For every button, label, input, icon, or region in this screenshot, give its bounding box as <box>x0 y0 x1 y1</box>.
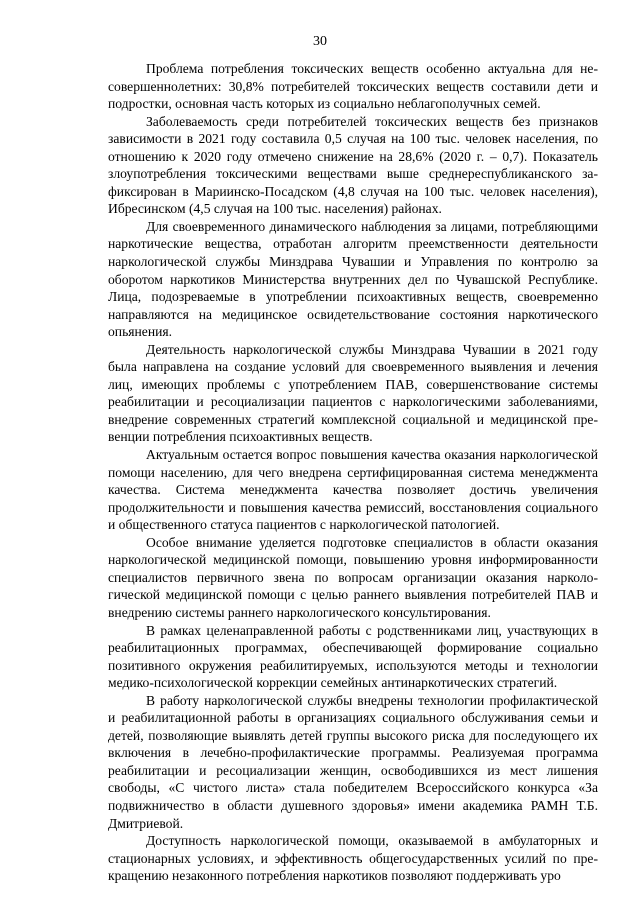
paragraph-work-with-relatives: В рамках целенаправленной работы с родственниками лиц, участвующих в реабилитационных программах, обеспечивающей формирование социально позитивного окружения реабилитируемых, используются методы и технологии медико-психологической коррекции семейных антинаркотических стратегий. <box>108 622 598 691</box>
paragraph-prevention-technologies: В работу наркологической службы внедрены технологии профилактической и реабилитационной работы в организациях социального обслуживания семьи и детей, позволяющие выявлять детей группы высокого риска для последующего их включения в лечебно-профилактические программы. Реализуемая программа реабилитации и ресоциализации женщин, освободившихся из мест лишения свободы, «С чистого листа» стала победителем Всероссийского конкурса «За подвижничество в области душевного здоровья» имени академика РАМН Т.Б. Дмитриевой. <box>108 692 598 831</box>
paragraph-toxic-substances-morbidity: Заболеваемость среди потребителей токсических веществ без признаков зависимости в 2021 году составила 0,5 случая на 100 тыс. человек населения, по отношению к 2020 году отмечено снижение на 28,6% (2020 г. – 0,7). Показатель злоупотребления токсическими веществами выше среднереспубликанского зафиксирован в Мариинско-Посадском (4,8 случая на 100 тыс. человек населения), Ибресинском (4,5 случая на 100 тыс. населения) районах. <box>108 113 598 217</box>
document-body <box>108 60 598 885</box>
page-number: 30 <box>313 34 327 49</box>
paragraph-narcology-service-activity: Деятельность наркологической службы Минздрава Чувашии в 2021 году была направлена на создание условий для своевременного выявления и лечения лиц, имеющих проблемы с употреблением ПАВ, совершенствование системы реабилитации и ресоциализации пациентов с наркологическими заболеваниями, внедрение современных стратегий комплексной социальной и медицинской превенции потребления психоактивных веществ. <box>108 341 598 445</box>
paragraph-toxic-substances-minors: Проблема потребления токсических веществ особенно актуальна для несовершеннолетних: 30,8% потребителей токсических веществ составили дети и подростки, основная часть которых из социально неблагополучных семей. <box>108 61 598 112</box>
paragraph-care-accessibility: Доступность наркологической помощи, оказываемой в амбулаторных и стационарных условиях, и эффективность общегосударственных усилий по прекращению незаконного потребления наркотиков позволяют поддерживать уро <box>108 833 598 884</box>
paragraph-quality-management: Актуальным остается вопрос повышения качества оказания наркологической помощи населению, для чего внедрена сертифицированная система менеджмента качества. Система менеджмента качества позволяет достичь увеличения продолжительности и повышения качества ремиссий, восстановления социального и общественного статуса пациентов с наркологической патологией. <box>108 447 598 533</box>
paragraph-dynamic-monitoring: Для своевременного динамического наблюдения за лицами, потребляющими наркотические вещества, отработан алгоритм преемственности деятельности наркологической службы Минздрава Чувашии и Управления по контролю за оборотом наркотиков Министерства внутренних дел по Чувашской Республике. Лица, подозреваемые в употреблении психоактивных веществ, своевременно направляются на медицинское освидетельствование состояния наркотического опьянения. <box>108 218 598 340</box>
paragraph-specialist-training: Особое внимание уделяется подготовке специалистов в области оказания наркологической медицинской помощи, повышению уровня информированности специалистов первичного звена по вопросам организации оказания наркологической медицинской помощи с целью раннего выявления потребителей ПАВ и внедрению системы раннего наркологического консультирования. <box>108 534 598 620</box>
